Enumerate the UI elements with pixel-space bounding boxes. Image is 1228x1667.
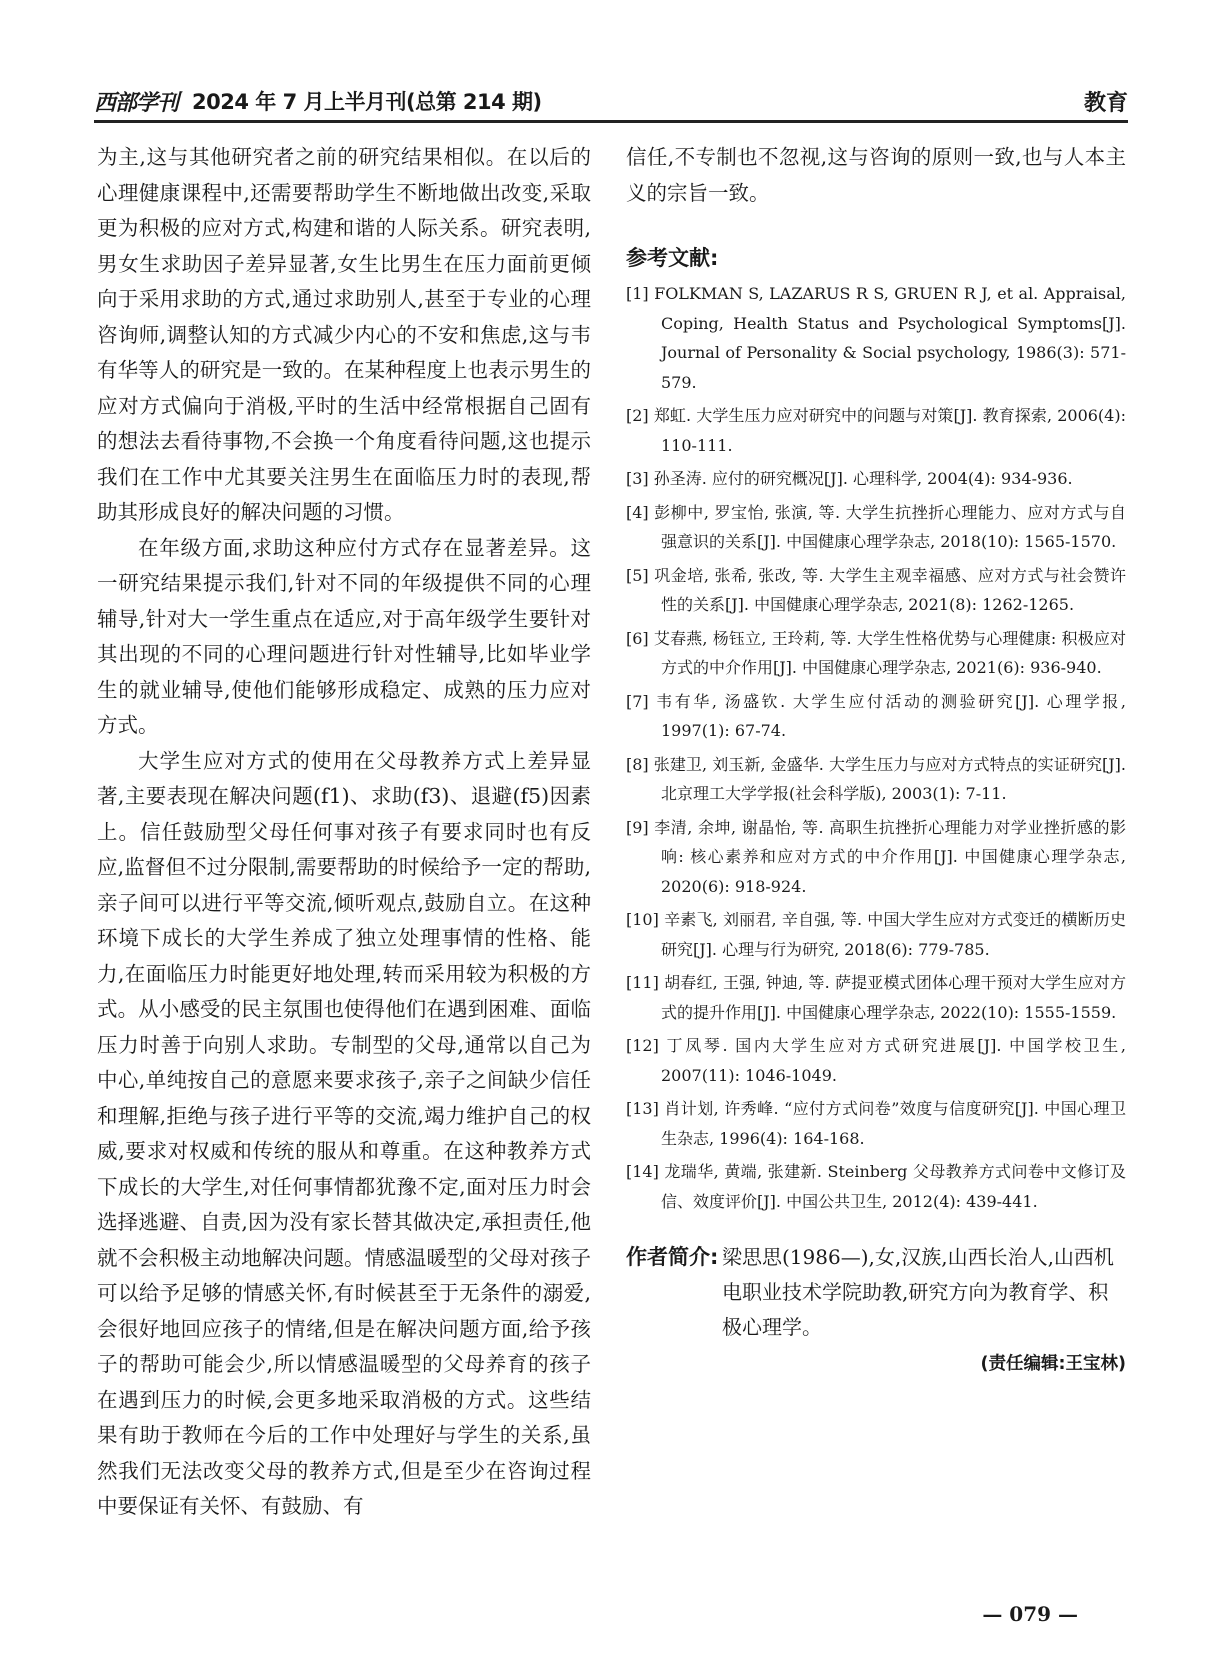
header-rule [94, 120, 1128, 123]
body-paragraph: 大学生应对方式的使用在父母教养方式上差异显著,主要表现在解决问题(f1)、求助(f3)、退避(f5)因素上。信任鼓励型父母任何事对孩子有要求同时也有反应,监督但不过分限制,需要帮助的时候给予一定的帮助,亲子间可以进行平等交流,倾听观点,鼓励自立。在这种环境下成长的大学生养成了独立处理事情的性格、能力,在面临压力时能更好地处理,转而采用较为积极的方式。从小感受的民主氛围也使得他们在遇到困难、面临压力时善于向别人求助。专制型的父母,通常以自己为中心,单纯按自己的意愿来要求孩子,亲子之间缺少信任和理解,拒绝与孩子进行平等的交流,竭力维护自己的权威,要求对权威和传统的服从和尊重。在这种教养方式下成长的大学生,对任何事情都犹豫不定,面对压力时会选择逃避、自责,因为没有家长替其做决定,承担责任,他就不会积极主动地解决问题。情感温暖型的父母对孩子可以给予足够的情感关怀,有时候甚至于无条件的溺爱,会很好地回应孩子的情绪,但是在解决问题方面,给予孩子的帮助可能会少,所以情感温暖型的父母养育的孩子在遇到压力的时候,会更多地采取消极的方式。这些结果有助于教师在今后的工作中处理好与学生的关系,虽然我们无法改变父母的教养方式,但是至少在咨询过程中要保证有关怀、有鼓励、有 [97, 748, 591, 1518]
reference-item: [2] 郑虹. 大学生压力应对研究中的问题与对策[J]. 教育探索, 2006(4): 110-111. [626, 406, 1126, 455]
section-label: 教育 [1083, 91, 1128, 116]
page-number: — 079 — [982, 1602, 1078, 1626]
body-paragraph-continuation: 信任,不专制也不忽视,这与咨询的原则一致,也与人本主义的宗旨一致。 [626, 145, 1126, 205]
reference-item: [7] 韦有华, 汤盛钦. 大学生应付活动的测验研究[J]. 心理学报, 1997(1): 67-74. [626, 691, 1126, 740]
page-header [94, 84, 1128, 120]
reference-item: [3] 孙圣涛. 应付的研究概况[J]. 心理科学, 2004(4): 934-936. [626, 469, 1073, 488]
issue-info: 2024 年 7 月上半月刊(总第 214 期) [192, 90, 542, 114]
left-column [97, 140, 591, 1525]
references-title: 参考文献: [626, 246, 719, 270]
journal-logo: 西部学刊 [94, 90, 179, 116]
reference-item: [6] 艾春燕, 杨钰立, 王玲莉, 等. 大学生性格优势与心理健康: 积极应对方式的中介作用[J]. 中国健康心理学杂志, 2021(6): 936-940. [626, 628, 1126, 677]
reference-item: [8] 张建卫, 刘玉新, 金盛华. 大学生压力与应对方式特点的实证研究[J]. 北京理工大学学报(社会科学版), 2003(1): 7-11. [626, 754, 1126, 803]
body-paragraph: 为主,这与其他研究者之前的研究结果相似。在以后的心理健康课程中,还需要帮助学生不断地做出改变,采取更为积极的应对方式,构建和谐的人际关系。研究表明,男女生求助因子差异显著,女生比男生在压力面前更倾向于采用求助的方式,通过求助别人,甚至于专业的心理咨询师,调整认知的方式减少内心的不安和焦虑,这与韦有华等人的研究是一致的。在某种程度上也表示男生的应对方式偏向于消极,平时的生活中经常根据自己固有的想法去看待事物,不会换一个角度看待问题,这也提示我们在工作中尤其要关注男生在面临压力时的表现,帮助其形成良好的解决问题的习惯。 [97, 145, 591, 524]
author-bio: 梁思思(1986—),女,汉族,山西长治人,山西机电职业技术学院助教,研究方向为教育学、积极心理学。 [722, 1245, 1114, 1339]
author-label: 作者简介: [626, 1245, 719, 1269]
reference-item: [14] 龙瑞华, 黄端, 张建新. Steinberg 父母教养方式问卷中文修订及信、效度评价[J]. 中国公共卫生, 2012(4): 439-441. [626, 1162, 1126, 1211]
reference-item: [4] 彭柳中, 罗宝怡, 张演, 等. 大学生抗挫折心理能力、应对方式与自强意识的关系[J]. 中国健康心理学杂志, 2018(10): 1565-1570. [626, 502, 1126, 551]
right-column [626, 140, 1126, 1381]
author-block [626, 1240, 1126, 1345]
reference-item: [13] 肖计划, 许秀峰. “应付方式问卷”效度与信度研究[J]. 中国心理卫生杂志, 1996(4): 164-168. [626, 1099, 1126, 1148]
reference-item: [1] FOLKMAN S, LAZARUS R S, GRUEN R J, et al. Appraisal, Coping, Health Status and Psychological Symptoms[J]. Journal of Personality & Social psychology, 1986(3): 571-579. [626, 284, 1126, 392]
reference-item: [11] 胡春红, 王强, 钟迪, 等. 萨提亚模式团体心理干预对大学生应对方式的提升作用[J]. 中国健康心理学杂志, 2022(10): 1555-1559. [626, 973, 1126, 1022]
reference-item: [10] 辛素飞, 刘丽君, 辛自强, 等. 中国大学生应对方式变迁的横断历史研究[J]. 心理与行为研究, 2018(6): 779-785. [626, 910, 1126, 959]
reference-item: [9] 李清, 余坤, 谢晶怡, 等. 高职生抗挫折心理能力对学业挫折感的影响: 核心素养和应对方式的中介作用[J]. 中国健康心理学杂志, 2020(6): 918-924. [626, 817, 1126, 896]
reference-item: [5] 巩金培, 张希, 张改, 等. 大学生主观幸福感、应对方式与社会赞许性的关系[J]. 中国健康心理学杂志, 2021(8): 1262-1265. [626, 565, 1126, 614]
reference-item: [12] 丁凤琴. 国内大学生应对方式研究进展[J]. 中国学校卫生, 2007(11): 1046-1049. [626, 1036, 1126, 1085]
references-list [626, 279, 1126, 1216]
body-paragraph: 在年级方面,求助这种应付方式存在显著差异。这一研究结果提示我们,针对不同的年级提供不同的心理辅导,针对大一学生重点在适应,对于高年级学生要针对其出现的不同的心理问题进行针对性辅导,比如毕业学生的就业辅导,使他们能够形成稳定、成熟的压力应对方式。 [97, 535, 591, 737]
responsible-editor: (责任编辑:王宝林) [980, 1354, 1126, 1374]
